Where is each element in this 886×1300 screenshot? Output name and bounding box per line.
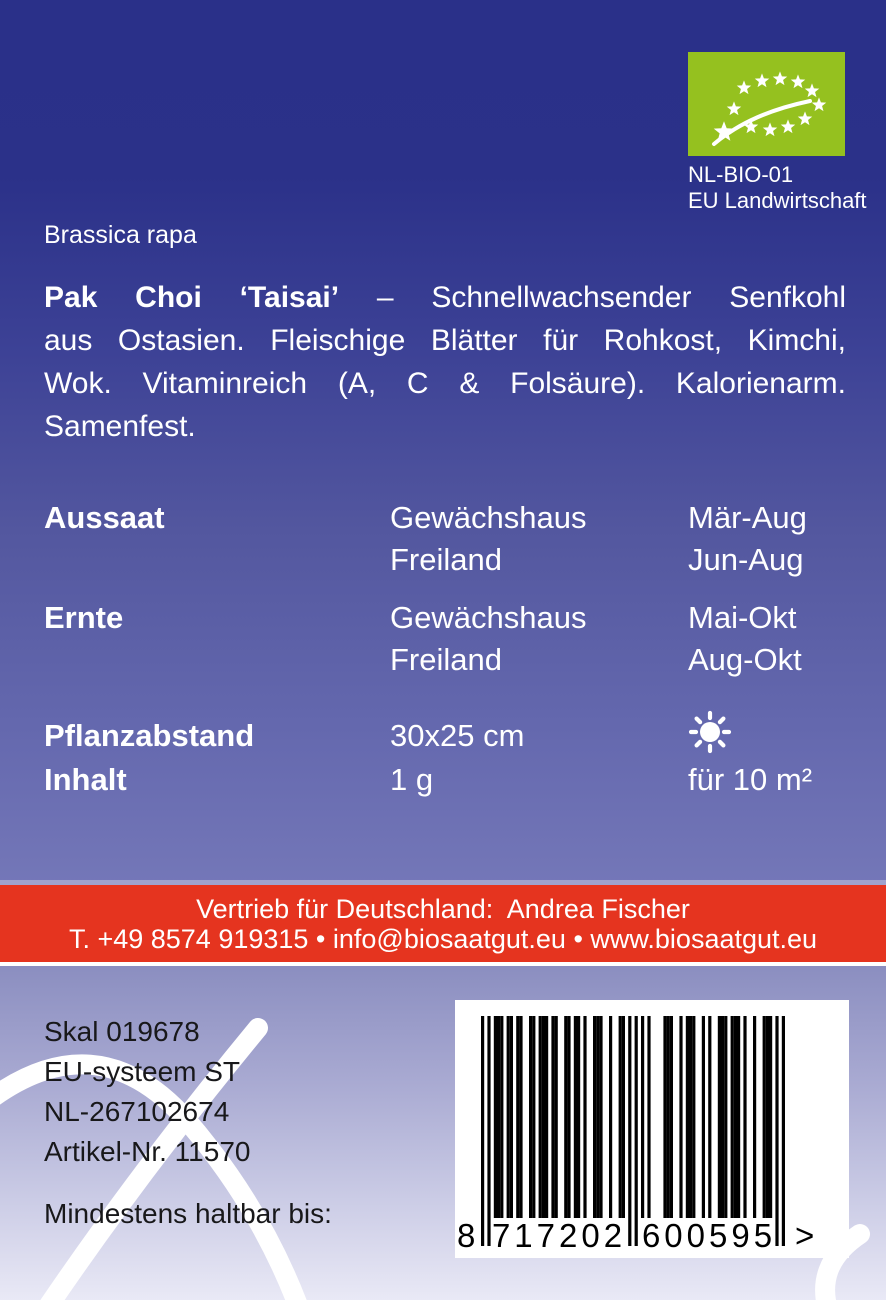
article-number: Artikel-Nr. 11570 (44, 1136, 251, 1167)
info-cell-value: Mär-Aug (688, 500, 807, 535)
info-row (44, 600, 846, 684)
best-before-label: Mindestens haltbar bis: (44, 1198, 332, 1229)
info-cell-value: Aug-Okt (688, 642, 802, 677)
info-row (44, 762, 846, 804)
distribution-band (0, 885, 886, 962)
eu-system-label: EU-systeem ST (44, 1056, 241, 1087)
info-cell-place: Gewächshaus (390, 500, 587, 535)
eu-origin-label: EU Landwirtschaft (688, 188, 867, 213)
info-row-label: Ernte (44, 600, 124, 635)
eu-logo-captions (688, 162, 867, 214)
barcode-digits-left: 717202 (491, 1217, 627, 1254)
distributor-line: Vertrieb für Deutschland: Andrea Fischer (196, 893, 690, 924)
skal-number: Skal 019678 (44, 1016, 200, 1047)
info-cell-value (688, 702, 846, 754)
info-row-label: Aussaat (44, 500, 165, 535)
info-row (44, 702, 846, 753)
description-line: aus Ostasien. Fleischige Blätter für Rohkost, Kimchi, (44, 324, 846, 357)
info-cell-place: Freiland (390, 542, 502, 577)
barcode-digits-right: 600595 (641, 1217, 777, 1254)
info-cell-value: Jun-Aug (688, 542, 804, 577)
eu-organic-logo-icon (688, 52, 845, 156)
variety-description (44, 276, 846, 448)
species-name: Brassica rapa (44, 221, 197, 249)
description-line: Pak Choi ‘Taisai’ – Schnellwachsender Senfkohl (44, 281, 846, 314)
info-cell-place: Freiland (390, 642, 502, 677)
variety-name: Pak Choi ‘Taisai’ (44, 281, 340, 314)
contact-line: T. +49 8574 919315 • info@biosaatgut.eu • www.biosaatgut.eu (68, 923, 818, 954)
description-line: Samenfest. (44, 410, 196, 443)
description-line: Wok. Vitaminreich (A, C & Folsäure). Kalorienarm. (44, 367, 846, 400)
registration-block (44, 1012, 332, 1234)
info-cell-place: 30x25 cm (390, 718, 525, 753)
cultivation-info-table (44, 500, 846, 804)
info-row (44, 500, 846, 584)
info-row-label: Inhalt (44, 762, 127, 797)
info-cell-place: 1 g (390, 762, 434, 797)
info-cell-value: für 10 m² (688, 762, 813, 797)
barcode (455, 1000, 849, 1258)
barcode-bars (481, 1016, 785, 1246)
barcode-quiet-zone-arrow: > (795, 1217, 815, 1254)
info-cell-value: Mai-Okt (688, 600, 797, 635)
barcode-digit-first: 8 (457, 1217, 476, 1254)
nl-registration-number: NL-267102674 (44, 1096, 230, 1127)
sun-icon (688, 710, 732, 762)
info-cell-place: Gewächshaus (390, 600, 587, 635)
eu-control-code: NL-BIO-01 (688, 162, 794, 187)
info-row-label: Pflanzabstand (44, 718, 255, 753)
